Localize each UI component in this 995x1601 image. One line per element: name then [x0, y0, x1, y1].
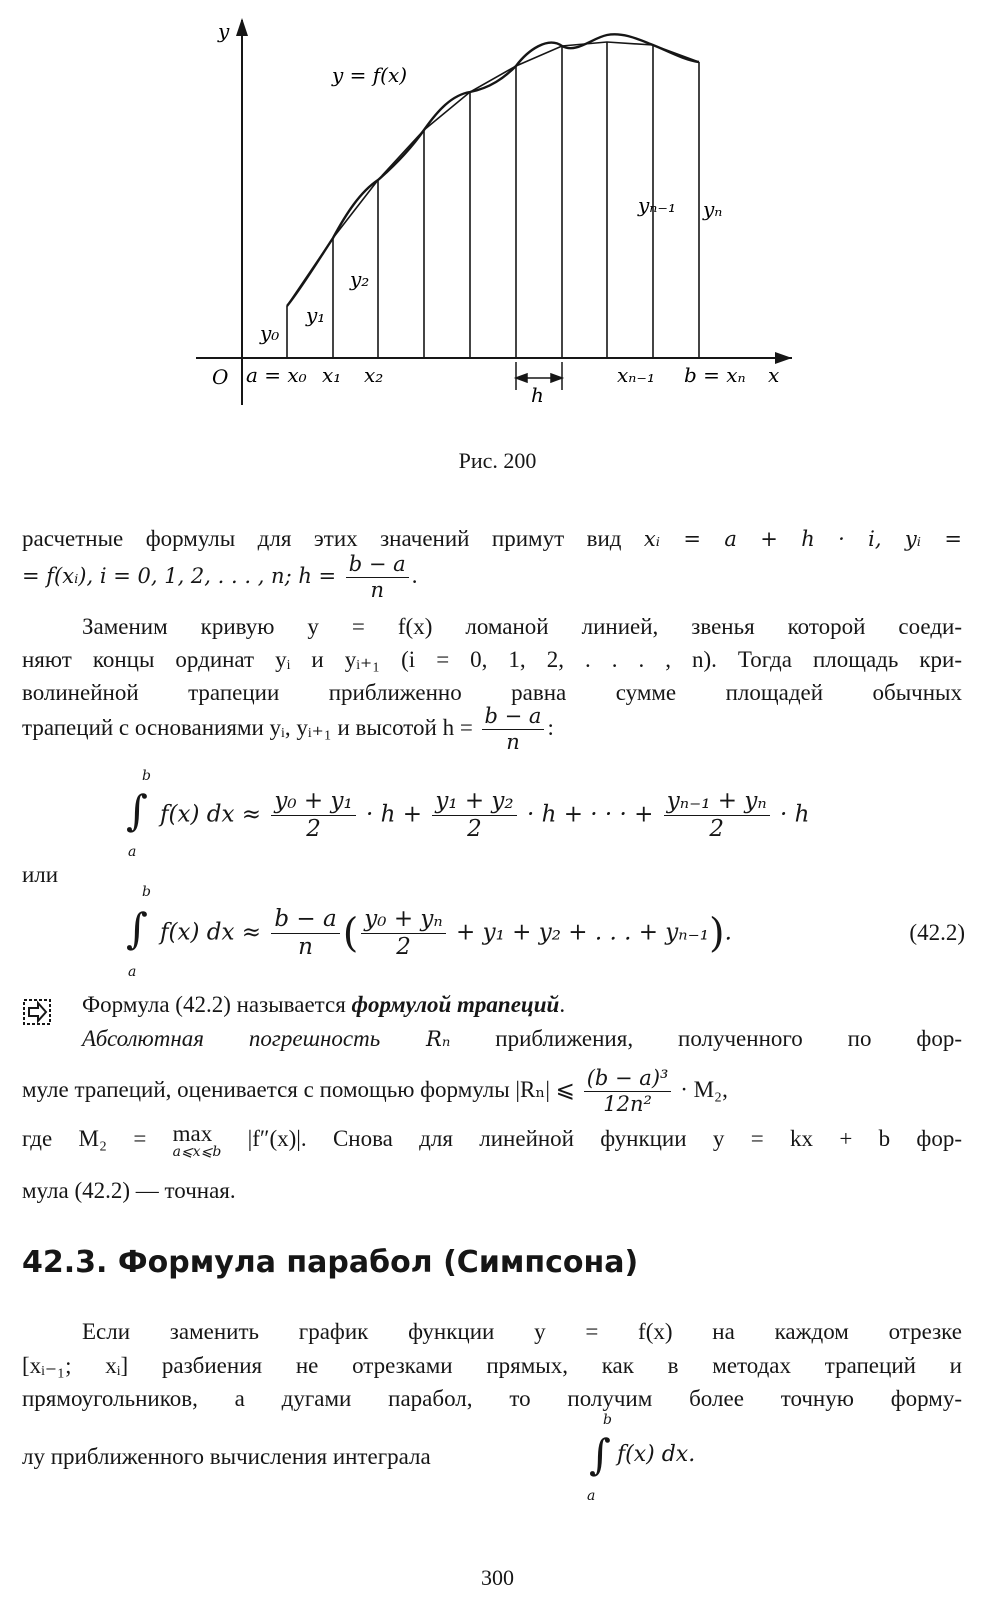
equation-number: (42.2) — [909, 920, 965, 945]
x-label-a: a = x₀ — [246, 363, 307, 387]
integral-sign: ∫ — [589, 1430, 611, 1479]
paragraph-2-line-2: няют концы ординат yᵢ и yᵢ₊₁ (i = 0, 1, 2, . . . , n). Тогда площадь кри- — [22, 647, 962, 672]
y-axis-arrow — [236, 18, 248, 36]
inline-integral: b ∫ a f(x) dx. — [587, 1412, 696, 1504]
term-trapezoid-formula: формулой трапеций — [351, 992, 560, 1017]
x-label-xn-1: xₙ₋₁ — [617, 363, 655, 387]
paragraph-4-line-2: муле трапеций, оценивается с помощью формулы |Rₙ| ⩽ $\frac{\text{(b − a)³}}{\text{12n²}}$ · M₂, — [22, 1066, 728, 1116]
origin-label: O — [212, 365, 229, 389]
y-label-yn-1: yₙ₋₁ — [638, 193, 676, 217]
curve-label: y = f(x) — [332, 63, 408, 87]
y-label-y1: y₁ — [306, 303, 326, 327]
equation-42-2: b ∫ a f(x) dx ≈ $\frac{b - a}{n}$ ( $\frac{\text{y₀ + yₙ}}{2}$ + y₁ + y₂ + . . . + yₙ₋₁). (42.2) — [126, 884, 965, 980]
paragraph-1: расчетные формулы для этих значений примут вид xᵢ = a + h · i, yᵢ = = f(xᵢ), i = 0, 1, 2, . . . , n; h = $\frac{b - a}{n}$ . — [22, 526, 962, 602]
y-label-y2: y₂ — [350, 267, 370, 291]
endpoints-fraction: $\frac{\text{y₀ + yₙ}}{2}$ — [361, 908, 445, 959]
x-axis-label: x — [768, 363, 780, 387]
figure-caption: Рис. 200 — [458, 448, 537, 473]
paragraph-5-line-3: прямоугольников, а дугами парабол, то получим более точную форму- — [22, 1386, 962, 1411]
y-label-y0: y₀ — [260, 321, 280, 345]
ba-fraction: $\frac{b - a}{n}$ — [271, 908, 339, 959]
error-fraction: $\frac{\text{(b − a)³}}{\text{12n²}}$ — [584, 1068, 672, 1115]
paragraph-5-line-2: [xᵢ₋₁; xᵢ] разбиения не отрезками прямых, как в методах трапеций и — [22, 1353, 962, 1378]
or-word: или — [22, 862, 59, 887]
section-title: 42.3. Формула парабол (Симпсона) — [22, 1245, 639, 1280]
definition-line: Формула (42.2) называется формулой трапеций. — [82, 992, 566, 1017]
term-n-fraction: $\frac{\text{yₙ₋₁ + yₙ}}{2}$ — [664, 790, 770, 841]
y-label-yn: yₙ — [703, 197, 723, 221]
paragraph-4-line-3: где M₂ = max a⩽x⩽b |f″(x)|. Снова для линейной функции y = kx + b фор- — [22, 1121, 962, 1160]
h-fraction-2: $\frac{b - a}{n}$ — [482, 706, 545, 753]
paragraph-2: Заменим кривую y = f(x) ломаной линией, звенья которой соеди- — [82, 614, 962, 639]
x-label-b: b = xₙ — [684, 363, 746, 387]
term-1-fraction: $\frac{\text{y₀ + y₁}}{2}$ — [271, 790, 355, 841]
y-axis-label: y — [218, 19, 230, 43]
integral-sign: ∫ — [126, 786, 148, 835]
term-2-fraction: $\frac{\text{y₁ + y₂}}{2}$ — [432, 790, 516, 841]
paragraph-2-line-4: трапеций с основаниями yᵢ, yᵢ₊₁ и высотой h = $\frac{b - a}{n}$ : — [22, 704, 554, 754]
x-label-x2: x₂ — [364, 363, 384, 387]
paragraph-5-line-4: лу приближенного вычисления интеграла — [22, 1444, 431, 1469]
max-operator: max a⩽x⩽b — [172, 1121, 222, 1160]
x-label-x1: x₁ — [322, 363, 342, 387]
paragraph-4: Абсолютная погрешность Rₙ приближения, полученного по фор- — [82, 1026, 962, 1051]
integral-sign: ∫ — [126, 904, 148, 953]
paragraph-5: Если заменить график функции y = f(x) на каждом отрезке — [82, 1319, 962, 1344]
trapezoid-figure — [0, 0, 995, 430]
equation-trapezoid-sum: b ∫ a f(x) dx ≈ $\frac{\text{y₀ + y₁}}{2}$ · h + $\frac{\text{y₁ + y₂}}{2}$ · h + · · · + $\frac{\text{yₙ₋₁ + yₙ}}{2}$ · h — [126, 768, 810, 860]
paragraph-4-line-4: мула (42.2) — точная. — [22, 1178, 236, 1203]
paragraph-2-line-3: волинейной трапеции приближенно равна сумме площадей обычных — [22, 680, 962, 705]
h-fraction: $\frac{b - a}{n}$ — [346, 554, 409, 601]
step-label: h — [531, 383, 544, 407]
page-number: 300 — [481, 1565, 514, 1590]
